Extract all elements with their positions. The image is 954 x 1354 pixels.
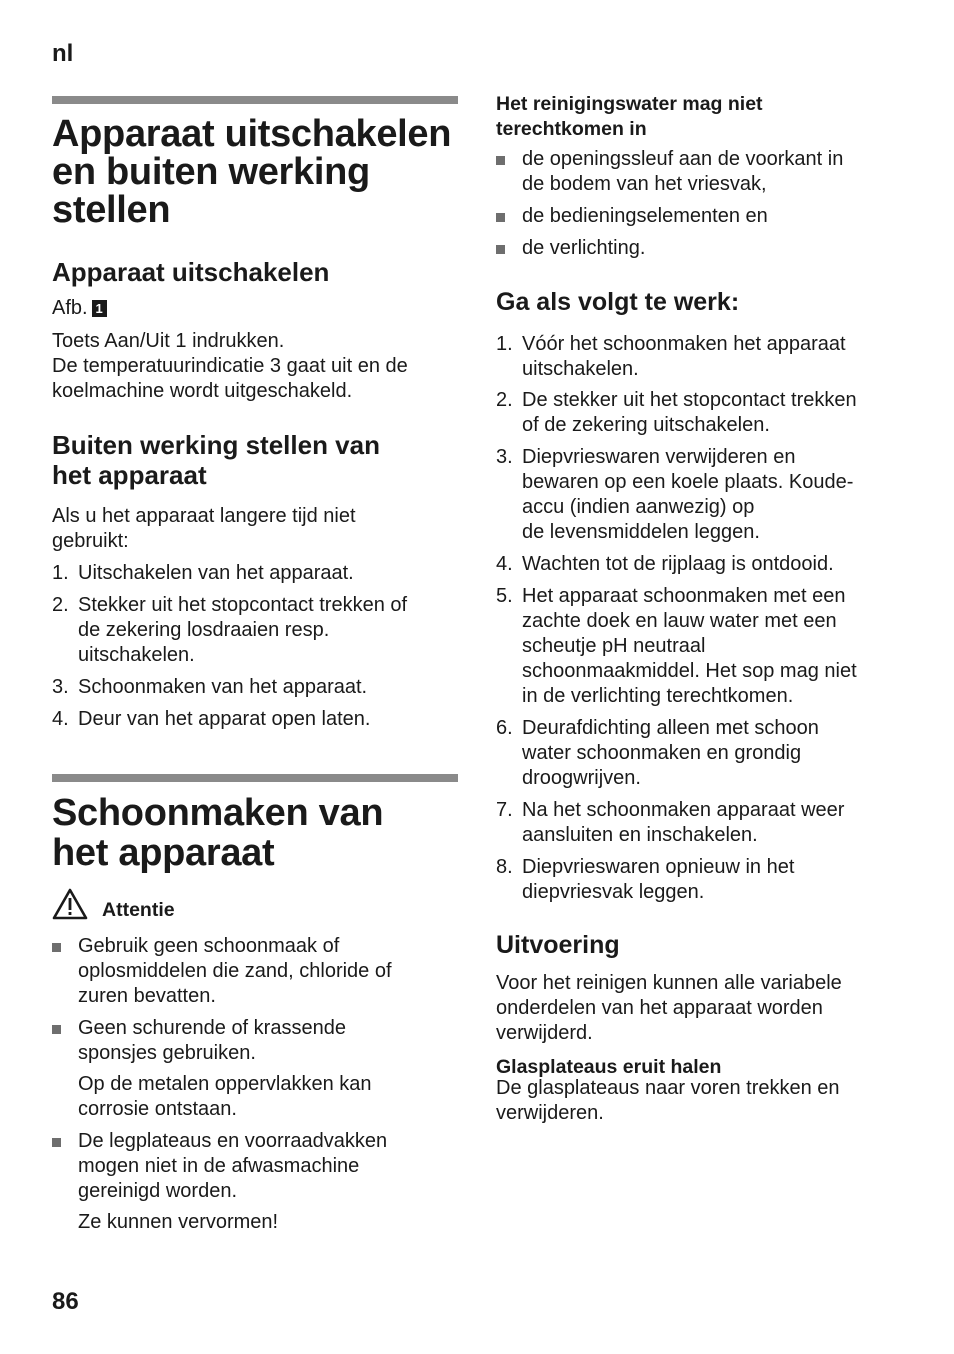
text-line: Als u het apparaat langere tijd niet	[52, 505, 356, 527]
text-line: Diepvrieswaren opnieuw in het	[522, 856, 795, 878]
list-number: 2.	[496, 389, 513, 411]
note-line: corrosie ontstaan.	[78, 1098, 237, 1120]
text-line: de bodem van het vriesvak,	[522, 173, 767, 195]
bullet-square-icon	[496, 156, 505, 165]
text-line: schoonmaakmiddel. Het sop mag niet	[522, 660, 857, 682]
text-line: De legplateaus en voorraadvakken	[78, 1130, 388, 1152]
text-line: Het apparaat schoonmaken met een	[522, 585, 846, 607]
section-title-uitschakelen	[52, 115, 451, 229]
list-number: 2.	[52, 594, 69, 616]
text-line: Voor het reinigen kunnen alle variabele	[496, 972, 842, 994]
text-line: mogen niet in de afwasmachine	[78, 1155, 360, 1177]
list-number: 3.	[52, 676, 69, 698]
list-number: 8.	[496, 856, 513, 878]
text-line: de openingssleuf aan de voorkant in	[522, 148, 844, 170]
text-line: koelmachine wordt uitgeschakeld.	[52, 380, 353, 402]
list-number: 4.	[52, 708, 69, 730]
attention-text: Attentie	[102, 899, 175, 921]
subheading-apparaat-uitschakelen: Apparaat uitschakelen	[52, 257, 330, 287]
attention-label	[52, 888, 252, 922]
paragraph-glasplateaus	[496, 1076, 840, 1126]
subheading-buiten-werking	[52, 431, 380, 489]
text-line: Deur van het apparat open laten.	[78, 708, 371, 730]
text-line: Uitschakelen van het apparaat.	[78, 562, 354, 584]
title-line: stellen	[52, 189, 171, 231]
text-line: zachte doek en lauw water met een	[522, 610, 837, 632]
bullet-square-icon	[52, 943, 61, 952]
note-line: Ze kunnen vervormen!	[78, 1211, 279, 1233]
text-line: Schoonmaken van het apparaat.	[78, 676, 368, 698]
title-line: het apparaat	[52, 460, 207, 490]
title-line: het apparaat	[52, 832, 275, 874]
list-number: 1.	[496, 333, 513, 355]
text-line: Deurafdichting alleen met schoon	[522, 717, 819, 739]
list-number: 3.	[496, 446, 513, 468]
text-line: Gebruik geen schoonmaak of	[78, 935, 340, 957]
page-number: 86	[52, 1288, 79, 1315]
title-line: Schoonmaken van	[52, 792, 384, 834]
section-rule	[52, 96, 458, 104]
list-number: 4.	[496, 553, 513, 575]
paragraph-uitvoering	[496, 971, 842, 1046]
text-line: De glasplateaus naar voren trekken en	[496, 1077, 840, 1099]
text-line: in de verlichting terechtkomen.	[522, 685, 794, 707]
uitvoering-heading: Uitvoering	[496, 931, 620, 959]
text-line: de levensmiddelen leggen.	[522, 521, 760, 543]
figure-label: Afb.	[52, 297, 88, 319]
text-line: scheutje pH neutraal	[522, 635, 706, 657]
text-line: Na het schoonmaken apparaat weer	[522, 799, 845, 821]
text-line: verwijderd.	[496, 1022, 593, 1044]
warning-triangle-icon	[52, 888, 88, 920]
text-line: water schoonmaken en grondig	[522, 742, 802, 764]
glasplateaus-heading: Glasplateaus eruit halen	[496, 1056, 722, 1078]
text-line: Stekker uit het stopcontact trekken of	[78, 594, 408, 616]
list-number: 1.	[52, 562, 69, 584]
text-line: uitschakelen.	[78, 644, 195, 666]
text-line: diepvriesvak leggen.	[522, 881, 705, 903]
title-line: Apparaat uitschakelen	[52, 113, 452, 155]
text-line: De stekker uit het stopcontact trekken	[522, 389, 857, 411]
text-line: Toets Aan/Uit 1 indrukken.	[52, 330, 285, 352]
paragraph-uitschakelen	[52, 329, 408, 404]
procedure-heading: Ga als volgt te werk:	[496, 288, 740, 316]
list-number: 6.	[496, 717, 513, 739]
text-line: Wachten tot de rijplaag is ontdooid.	[522, 553, 834, 575]
title-line: Het reinigingswater mag niet	[496, 93, 763, 115]
bullet-square-icon	[52, 1138, 61, 1147]
figure-number-badge: 1	[92, 300, 107, 317]
title-line: Buiten werking stellen van	[52, 430, 380, 460]
text-line: De temperatuurindicatie 3 gaat uit en de	[52, 355, 408, 377]
figure-reference	[52, 296, 107, 321]
text-line: onderdelen van het apparaat worden	[496, 997, 823, 1019]
text-line: Diepvrieswaren verwijderen en	[522, 446, 796, 468]
list-number: 5.	[496, 585, 513, 607]
bullet-square-icon	[496, 245, 505, 254]
paragraph-intro	[52, 504, 356, 554]
text-line: verwijderen.	[496, 1102, 604, 1124]
section-rule	[52, 774, 458, 782]
section-title-schoonmaken	[52, 794, 383, 872]
text-line: zuren bevatten.	[78, 985, 216, 1007]
text-line: de zekering losdraaien resp.	[78, 619, 330, 641]
text-line: Vóór het schoonmaken het apparaat	[522, 333, 846, 355]
text-line: bewaren op een koele plaats. Koude-	[522, 471, 854, 493]
title-line: terechtkomen in	[496, 118, 647, 140]
text-line: gereinigd worden.	[78, 1180, 237, 1202]
text-line: de bedieningselementen en	[522, 205, 768, 227]
text-line: droogwrijven.	[522, 767, 641, 789]
text-line: gebruikt:	[52, 530, 129, 552]
text-line: aansluiten en inschakelen.	[522, 824, 758, 846]
text-line: sponsjes gebruiken.	[78, 1042, 256, 1064]
language-label: nl	[52, 40, 74, 67]
text-line: accu (indien aanwezig) op	[522, 496, 755, 518]
warning-heading	[496, 92, 763, 142]
text-line: de verlichting.	[522, 237, 646, 259]
bullet-square-icon	[52, 1025, 61, 1034]
text-line: uitschakelen.	[522, 358, 639, 380]
text-line: Geen schurende of krassende	[78, 1017, 346, 1039]
bullet-square-icon	[496, 213, 505, 222]
note-line: Op de metalen oppervlakken kan	[78, 1073, 372, 1095]
title-line: en buiten werking	[52, 151, 370, 193]
list-number: 7.	[496, 799, 513, 821]
text-line: oplosmiddelen die zand, chloride of	[78, 960, 392, 982]
text-line: of de zekering uitschakelen.	[522, 414, 770, 436]
